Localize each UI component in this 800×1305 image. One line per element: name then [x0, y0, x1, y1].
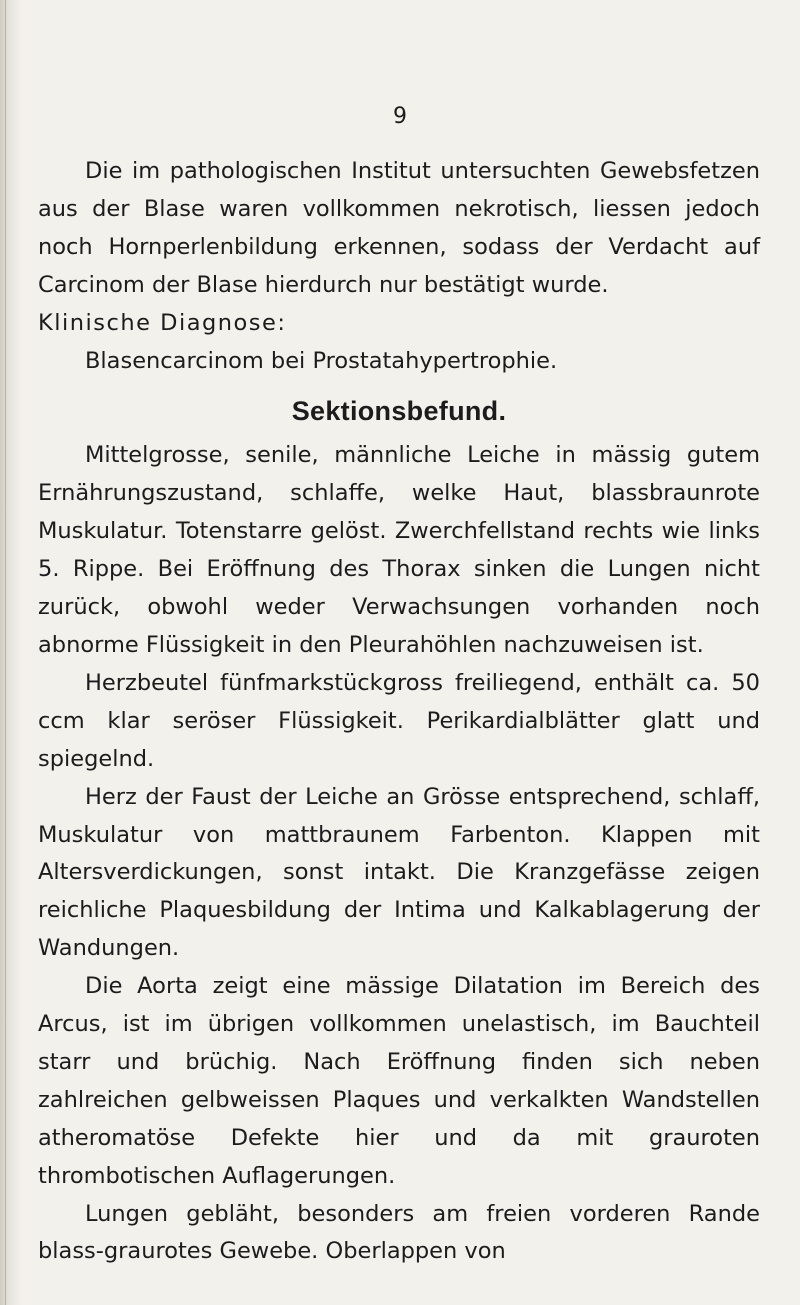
- intro-paragraph: Die im pathologischen Institut untersuchten Gewebsfetzen aus der Blase waren vollkommen nekrotisch, liessen jedoch noch Hornperlenbildung erkennen, sodass der Verdacht auf Carcinom der Blase hierdurch nur bestätigt wurde.: [38, 158, 760, 298]
- paragraph-aorta: Die Aorta zeigt eine mässige Dilatation im Bereich des Arcus, ist im übrigen vollkommen unelastisch, im Bauchteil starr und brüchig. Nach Eröffnung finden sich neben zahlreichen gelbweissen Plaques und verkalkten Wandstellen atheromatöse Defekte hier und da mit grauroten thrombotischen Auflagerungen.: [38, 973, 760, 1189]
- diagnosis-text: Blasencarcinom bei Prostatahypertrophie.: [85, 347, 558, 374]
- section-heading: Sektionsbefund.: [291, 396, 507, 427]
- page-edge-line: [5, 0, 6, 1305]
- page-number: 9: [393, 104, 407, 129]
- paragraph-lungs: Lungen gebläht, besonders am freien vorderen Rande blass-graurotes Gewebe. Oberlappen von: [38, 1200, 760, 1265]
- paragraph-pericardium: Herzbeutel fünfmarkstückgross freiliegend, enthält ca. 50 ccm klar seröser Flüssigkeit. Perikardialblätter glatt und spiegelnd.: [38, 669, 760, 772]
- body-text: [38, 153, 760, 1271]
- paragraph-heart: Herz der Faust der Leiche an Grösse entsprechend, schlaff, Muskulatur von mattbraunem Farbenton. Klappen mit Altersverdickungen, sonst intakt. Die Kranzgefässe zeigen reichliche Plaquesbildung der Intima und Kalkablagerung der Wandungen.: [38, 783, 760, 962]
- diagnosis-label: Klinische Diagnose:: [38, 309, 287, 336]
- paragraph-corpse-description: Mittelgrosse, senile, männliche Leiche in mässig gutem Ernährungszustand, schlaffe, welke Haut, blassbraunrote Muskulatur. Totenstarre gelöst. Zwerchfellstand rechts wie links 5. Rippe. Bei Eröffnung des Thorax sinken die Lungen nicht zurück, obwohl weder Verwachsungen vorhanden noch abnorme Flüssigkeit in den Pleurahöhlen nachzuweisen ist.: [38, 442, 760, 658]
- binding-shadow: [0, 0, 22, 1305]
